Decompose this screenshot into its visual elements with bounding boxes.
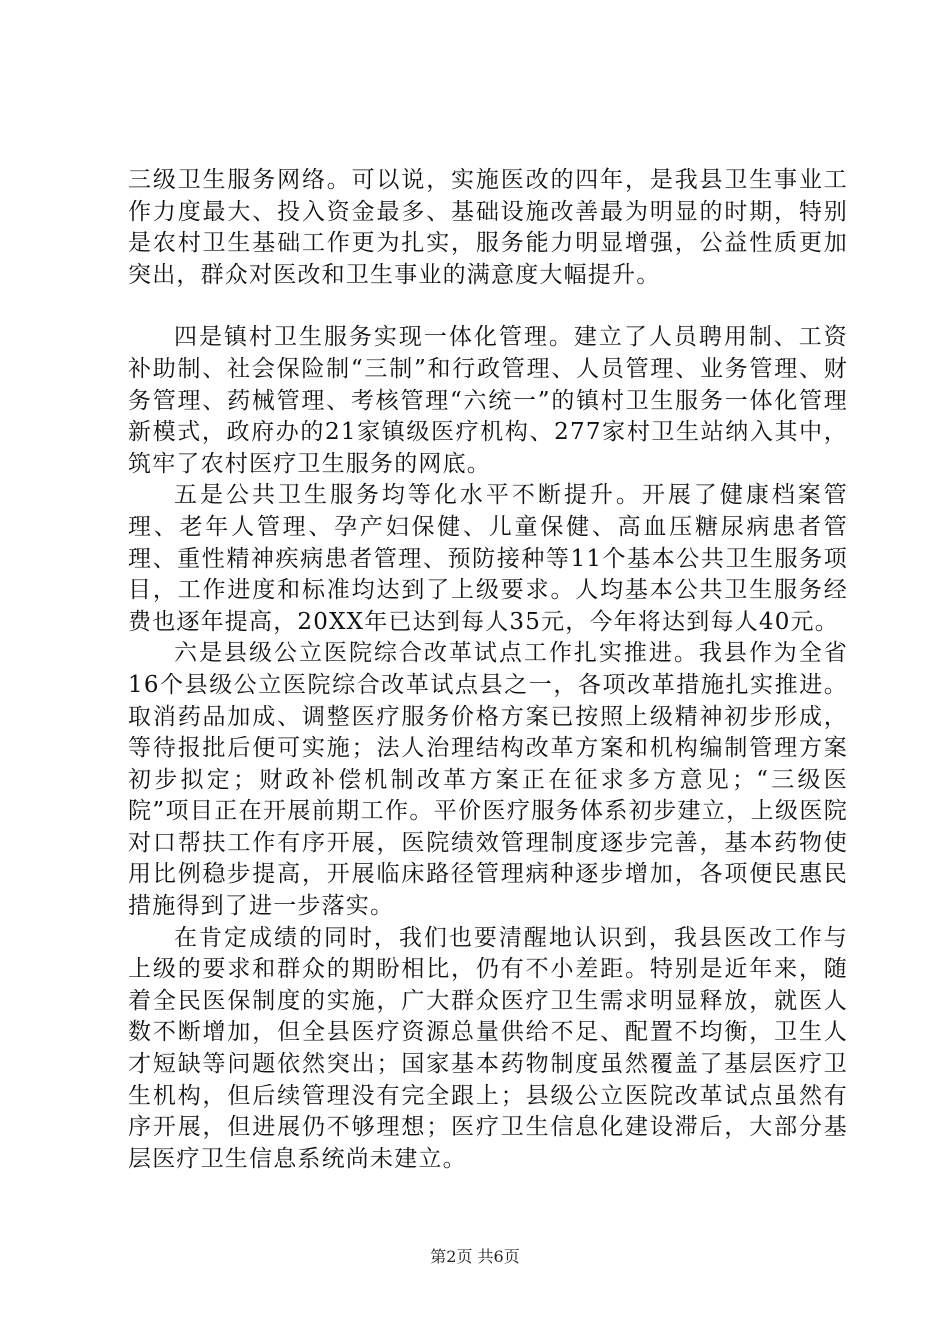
document-body	[128, 165, 848, 1175]
paragraph-four: 四是镇村卫生服务实现一体化管理。建立了人员聘用制、工资补助制、社会保险制“三制”和行政管理、人员管理、业务管理、财务管理、药械管理、考核管理“六统一”的镇村卫生服务一体化管理新模式，政府办的21家镇级医疗机构、277家村卫生站纳入其中，筑牢了农村医疗卫生服务的网底。	[128, 324, 848, 477]
paragraph-gap	[128, 291, 848, 322]
paragraph-five: 五是公共卫生服务均等化水平不断提升。开展了健康档案管理、老年人管理、孕产妇保健、儿童保健、高血压糖尿病患者管理、重性精神疾病患者管理、预防接种等11个基本公共卫生服务项目，工作进度和标准均达到了上级要求。人均基本公共卫生服务经费也逐年提高，20XX年已达到每人35元，今年将达到每人40元。	[128, 482, 848, 635]
paragraph-six: 六是县级公立医院综合改革试点工作扎实推进。我县作为全省16个县级公立医院综合改革试点县之一，各项改革措施扎实推进。取消药品加成、调整医疗服务价格方案已按照上级精神初步形成，等待报批后便可实施；法人治理结构改革方案和机构编制管理方案初步拟定；财政补偿机制改革方案正在征求多方意见；“三级医院”项目正在开展前期工作。平价医疗服务体系初步建立，上级医院对口帮扶工作有序开展，医院绩效管理制度逐步完善，基本药物使用比例稳步提高，开展临床路径管理病种逐步增加，各项便民惠民措施得到了进一步落实。	[128, 640, 848, 920]
page-number-footer: 第2页 共6页	[430, 1247, 520, 1266]
paragraph-continuation: 三级卫生服务网络。可以说，实施医改的四年，是我县卫生事业工作力度最大、投入资金最多、基础设施改善最为明显的时期，特别是农村卫生基础工作更为扎实，服务能力明显增强，公益性质更加突出，群众对医改和卫生事业的满意度大幅提升。	[128, 167, 848, 288]
paragraph-shortcomings: 在肯定成绩的同时，我们也要清醒地认识到，我县医改工作与上级的要求和群众的期盼相比，仍有不小差距。特别是近年来，随着全民医保制度的实施，广大群众医疗卫生需求明显释放，就医人数不断增加，但全县医疗资源总量供给不足、配置不均衡，卫生人才短缺等问题依然突出；国家基本药物制度虽然覆盖了基层医疗卫生机构，但后续管理没有完全跟上；县级公立医院改革试点虽然有序开展，但进展仍不够理想；医疗卫生信息化建设滞后，大部分基层医疗卫生信息系统尚未建立。	[128, 924, 848, 1172]
